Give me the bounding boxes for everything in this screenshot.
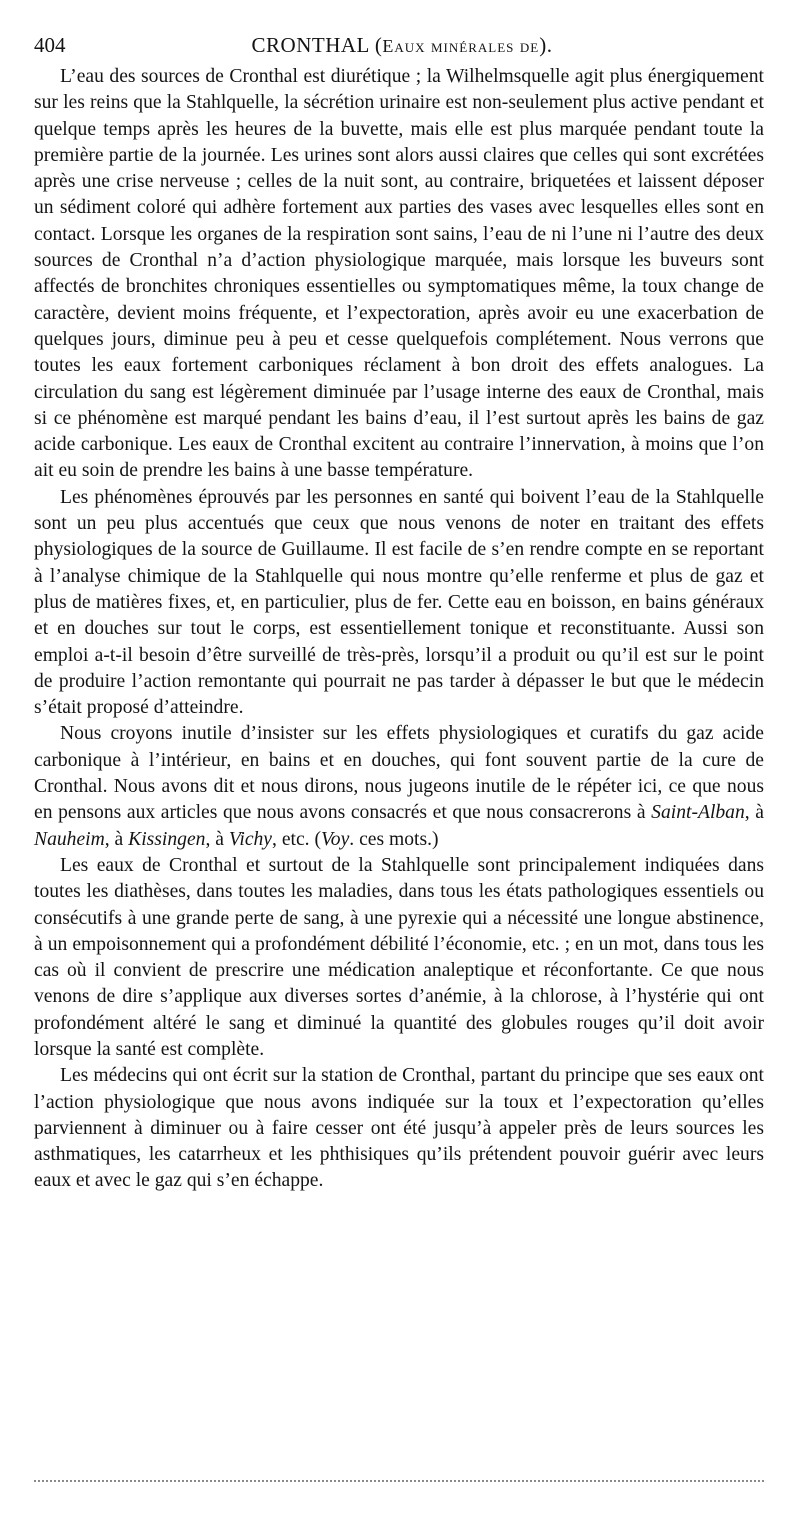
running-head-subtitle: Eaux minérales de [382,36,540,56]
italic-text: Vichy [228,828,273,850]
running-head [34,30,770,61]
page-header [34,30,770,60]
text-run: Les phénomènes éprouvés par les personnes en santé qui boivent l’eau de la Stahlquelle sont un peu plus accentués que ceux que nous venons de noter en traitant des effets physiologiques de la source de Guillaume. Il est facile de s’en rendre compte en se reportant à l’analyse chimique de la Stahlquelle qui nous montre qu’elle renferme et plus de gaz et plus de matières fixes, et, en particulier, plus de fer. Cette eau en boisson, en bains généraux et en douches sur tout le corps, est essentiellement tonique et reconstituante. Aussi son emploi a-t-il besoin d’être surveillé de très-près, lorsqu’il a produit ou qu’il est sur le point de produire l’action remontante qui pourrait ne pas tarder à dépasser le but que le médecin s’était proposé d’atteindre. [34,486,764,719]
running-head-title: CRONTHAL [251,33,370,57]
text-run: Les eaux de Cronthal et surtout de la Stahlquelle sont principalement indiquées dans toutes les diathèses, dans toutes les maladies, dans tous les états pathologiques essentiels ou consécutifs à une grande perte de sang, à une pyrexie qui a nécessité une longue abstinence, à un empoisonnement qui a profondément débilité l’économie, etc. ; en un mot, dans tous les cas où il convient de prescrire une médication analeptique et réconfortante. Ce que nous venons de dire s’applique aux diverses sortes d’anémie, à la chlorose, à l’hystérie qui ont profondément altéré le sang et diminué la quantité des globules rouges qu’il doit avoir lorsque la santé est complète. [34,854,764,1060]
paragraph [34,64,764,485]
running-head-paren-close: ). [539,33,553,57]
text-run: Nous croyons inutile d’insister sur les effets physiologiques et curatifs du gaz acide carbonique à l’intérieur, en bains et en douches, qui font souvent partie de la cure de Cronthal. Nous avons dit et nous dirons, nous jugeons inutile de le répéter ici, ce que nous en pensons aux articles que nous avons consacrés et que nous consacrerons à [34,723,764,824]
italic-text: Saint-Alban [651,802,745,824]
italic-text: Kissingen [128,828,206,850]
text-run: , etc. ( [272,828,321,850]
running-head-paren-open: ( [374,33,383,57]
italic-text: Nauheim [34,828,105,850]
text-run: . ces mots.) [349,828,439,850]
text-run: , à [205,828,229,850]
body-text [34,64,764,1195]
paragraph [34,1063,764,1194]
footer-rule [34,1480,764,1482]
text-run: , à [104,828,129,850]
paragraph [34,721,764,852]
text-run: Les médecins qui ont écrit sur la station de Cronthal, partant du principe que ses eaux ont l’action physiologique que nous avons indiquée sur la toux et l’expectoration qu’elles parviennent à diminuer ou à faire cesser ont été jusqu’à appeler près de leurs sources les asthmatiques, les catarrheux et les phthisiques qu’ils prétendent pouvoir guérir avec leurs eaux et avec le gaz qui s’en échappe. [34,1065,764,1192]
text-run: , à [744,802,764,824]
italic-text: Voy [320,828,350,850]
page-number: 404 [34,33,66,57]
paragraph [34,485,764,722]
text-run: L’eau des sources de Cronthal est diurétique ; la Wilhelmsquelle agit plus énergiquement sur les reins que la Stahlquelle, la sécrétion urinaire est non-seulement plus active pendant et quelque temps après les heures de la buvette, mais elle est plus marquée pendant toute la première partie de la journée. Les urines sont alors aussi claires que celles qui sont excrétées après une crise nerveuse ; celles de la nuit sont, au contraire, briquetées et laissent déposer un sédiment coloré qui adhère fortement aux parties des vases avec lesquelles elles sont en contact. Lorsque les organes de la respiration sont sains, l’eau de ni l’une ni l’autre des deux sources de Cronthal n’a d’action physiologique marquée, mais lorsque les buveurs sont affectés de bronchites chroniques essentielles ou symptomatiques même, la toux change de caractère, devient moins fréquente, et l’expectoration, après avoir eu une exacerbation de quelques jours, diminue peu à peu et cesse quelquefois complétement. Nous verrons que toutes les eaux fortement carboniques réclament à bon droit des effets analogues. La circulation du sang est légèrement diminuée par l’usage interne des eaux de Cronthal, mais si ce phénomène est marqué pendant les bains d’eau, il l’est surtout après les bains de gaz acide carbonique. Les eaux de Cronthal excitent au contraire l’innervation, à moins que l’on ait eu soin de prendre les bains à une basse température. [34,66,764,482]
paragraph [34,853,764,1063]
